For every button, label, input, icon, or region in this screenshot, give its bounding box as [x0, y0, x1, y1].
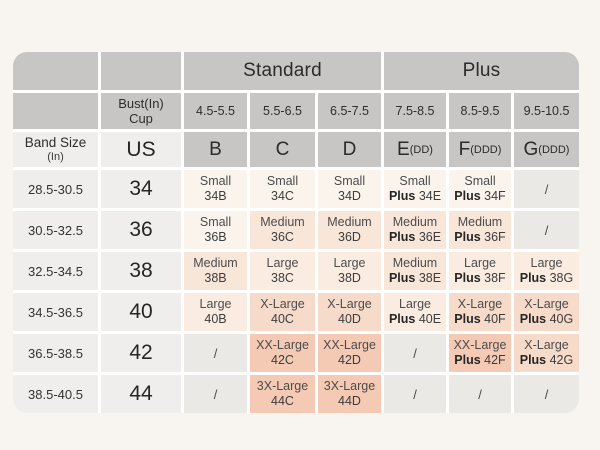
size-name-label: X-Large	[457, 297, 503, 312]
size-name-label: 3X-Large	[256, 379, 309, 394]
bust-range-header: 5.5-6.5	[250, 93, 315, 129]
empty-cell: /	[514, 170, 579, 208]
size-cell	[384, 170, 446, 208]
size-code-label: Plus 40E	[388, 312, 442, 326]
size-cell	[250, 252, 315, 290]
bust-range-header: 4.5-5.5	[184, 93, 247, 129]
size-cell	[184, 293, 247, 331]
size-code-label: 40B	[204, 312, 227, 326]
bust-range-header: 8.5-9.5	[449, 93, 511, 129]
size-name-label: Small	[333, 174, 366, 189]
bust-header-line2: Cup	[129, 111, 153, 126]
cup-letter: C	[275, 138, 290, 160]
cup-letter: D	[342, 138, 357, 160]
size-name-label: Medium	[327, 215, 372, 230]
band-header-line1: Band Size	[24, 135, 87, 151]
size-code-label: 40D	[338, 312, 361, 326]
size-name-label: Small	[464, 174, 496, 189]
cup-letter-header	[184, 132, 247, 167]
size-code-label: Plus 42F	[454, 353, 506, 367]
bra-size-chart-table	[13, 52, 579, 413]
size-code-label: 44D	[338, 394, 361, 408]
size-name-label: X-Large	[524, 297, 569, 312]
size-name-label: Medium	[392, 215, 438, 230]
size-name-label: Large	[464, 256, 496, 271]
size-cell	[250, 170, 315, 208]
size-code-label: Plus 34E	[388, 189, 442, 203]
group-header-plus: Plus	[384, 52, 579, 90]
size-cell	[384, 293, 446, 331]
size-name-label: XX-Large	[256, 338, 309, 353]
size-name-label: Small	[266, 174, 299, 189]
size-name-label: 3X-Large	[323, 379, 376, 394]
cup-letter: E	[397, 138, 410, 160]
size-cell	[250, 334, 315, 372]
size-cell	[449, 334, 511, 372]
plus-label: Plus	[519, 271, 550, 285]
us-size-cell: 44	[101, 375, 181, 413]
plus-label: Plus	[388, 312, 419, 326]
size-cell	[250, 375, 315, 413]
empty-cell: /	[184, 334, 247, 372]
band-range-cell: 36.5-38.5	[13, 334, 98, 372]
size-code-label: 42C	[271, 353, 294, 367]
size-code-label: 34B	[204, 189, 227, 203]
size-name-label: X-Large	[327, 297, 372, 312]
size-code-label: Plus 36E	[388, 230, 442, 244]
size-code-label: Plus 38F	[454, 271, 506, 285]
empty-cell: /	[514, 211, 579, 249]
size-name-label: Large	[530, 256, 563, 271]
us-size-cell: 42	[101, 334, 181, 372]
plus-label: Plus	[388, 189, 419, 203]
plus-label: Plus	[454, 271, 485, 285]
size-code-label: Plus 36F	[454, 230, 506, 244]
us-size-cell: 36	[101, 211, 181, 249]
size-code-label: 36B	[204, 230, 227, 244]
cup-letter: G	[523, 138, 539, 160]
size-cell	[250, 211, 315, 249]
size-code-label: 36D	[338, 230, 361, 244]
band-range-cell: 28.5-30.5	[13, 170, 98, 208]
size-code-label: 38C	[271, 271, 294, 285]
size-cell	[318, 293, 381, 331]
size-cell	[184, 252, 247, 290]
cup-suffix: (DDD)	[470, 143, 502, 156]
size-name-label: Medium	[392, 256, 438, 271]
size-cell	[449, 170, 511, 208]
size-cell	[514, 293, 579, 331]
band-range-cell: 32.5-34.5	[13, 252, 98, 290]
plus-label: Plus	[388, 271, 419, 285]
size-cell	[318, 334, 381, 372]
size-name-label: X-Large	[524, 338, 569, 353]
plus-label: Plus	[454, 189, 485, 203]
cup-letter-header	[384, 132, 446, 167]
size-name-label: Small	[199, 215, 232, 230]
bust-range-header: 6.5-7.5	[318, 93, 381, 129]
size-cell	[184, 170, 247, 208]
size-name-label: Large	[266, 256, 299, 271]
size-name-label: Large	[333, 256, 366, 271]
size-cell	[384, 252, 446, 290]
empty-cell: /	[184, 375, 247, 413]
size-cell	[250, 293, 315, 331]
cup-suffix: (DDD)	[538, 143, 570, 156]
size-code-label: 36C	[271, 230, 294, 244]
size-code-label: Plus 40F	[454, 312, 506, 326]
bust-cup-header	[101, 93, 181, 129]
cup-letter-header	[514, 132, 579, 167]
size-code-label: 38D	[338, 271, 361, 285]
plus-label: Plus	[519, 353, 550, 367]
cup-letter-header	[449, 132, 511, 167]
size-name-label: XX-Large	[323, 338, 376, 353]
band-range-cell: 38.5-40.5	[13, 375, 98, 413]
bust-range-header: 9.5-10.5	[514, 93, 579, 129]
size-cell	[449, 293, 511, 331]
size-name-label: Medium	[193, 256, 238, 271]
size-name-label: X-Large	[260, 297, 305, 312]
size-cell	[514, 334, 579, 372]
cup-letter-header	[318, 132, 381, 167]
size-cell	[184, 211, 247, 249]
size-name-label: Medium	[457, 215, 503, 230]
corner-blank-cell-us	[101, 52, 181, 90]
size-name-label: Medium	[260, 215, 305, 230]
size-code-label: Plus 42G	[519, 353, 574, 367]
size-code-label: 44C	[271, 394, 294, 408]
us-size-cell: 38	[101, 252, 181, 290]
cup-letter-header	[250, 132, 315, 167]
size-code-label: 34D	[338, 189, 361, 203]
plus-label: Plus	[519, 312, 550, 326]
size-name-label: XX-Large	[453, 338, 507, 353]
plus-label: Plus	[454, 353, 485, 367]
size-code-label: 42D	[338, 353, 361, 367]
size-cell	[318, 252, 381, 290]
cup-letter: F	[458, 138, 471, 160]
size-cell	[318, 170, 381, 208]
corner-blank-cell-band	[13, 52, 98, 90]
size-code-label: 38B	[204, 271, 227, 285]
band-size-header	[13, 132, 98, 167]
bust-range-header: 7.5-8.5	[384, 93, 446, 129]
size-cell	[449, 252, 511, 290]
size-code-label: Plus 34F	[454, 189, 506, 203]
size-code-label: Plus 38G	[519, 271, 574, 285]
size-cell	[514, 252, 579, 290]
plus-label: Plus	[454, 230, 485, 244]
size-name-label: Small	[199, 174, 232, 189]
size-cell	[318, 211, 381, 249]
bust-header-line1: Bust(In)	[118, 95, 164, 111]
us-header: US	[101, 132, 181, 167]
cup-suffix: (DD)	[409, 143, 433, 156]
size-code-label: Plus 38E	[388, 271, 442, 285]
empty-cell: /	[384, 334, 446, 372]
us-size-cell: 34	[101, 170, 181, 208]
cup-letter: B	[209, 138, 222, 160]
blank-cell	[13, 93, 98, 129]
size-code-label: 34C	[271, 189, 294, 203]
band-range-cell: 34.5-36.5	[13, 293, 98, 331]
size-name-label: Large	[199, 297, 232, 312]
size-name-label: Small	[399, 174, 431, 189]
size-code-label: Plus 40G	[519, 312, 574, 326]
size-cell	[449, 211, 511, 249]
plus-label: Plus	[454, 312, 485, 326]
band-header-line2: (In)	[47, 150, 64, 163]
empty-cell: /	[384, 375, 446, 413]
size-code-label: 40C	[271, 312, 294, 326]
empty-cell: /	[449, 375, 511, 413]
size-cell	[384, 211, 446, 249]
us-size-cell: 40	[101, 293, 181, 331]
group-header-standard: Standard	[184, 52, 381, 90]
size-cell	[318, 375, 381, 413]
band-range-cell: 30.5-32.5	[13, 211, 98, 249]
plus-label: Plus	[388, 230, 419, 244]
size-name-label: Large	[399, 297, 431, 312]
empty-cell: /	[514, 375, 579, 413]
